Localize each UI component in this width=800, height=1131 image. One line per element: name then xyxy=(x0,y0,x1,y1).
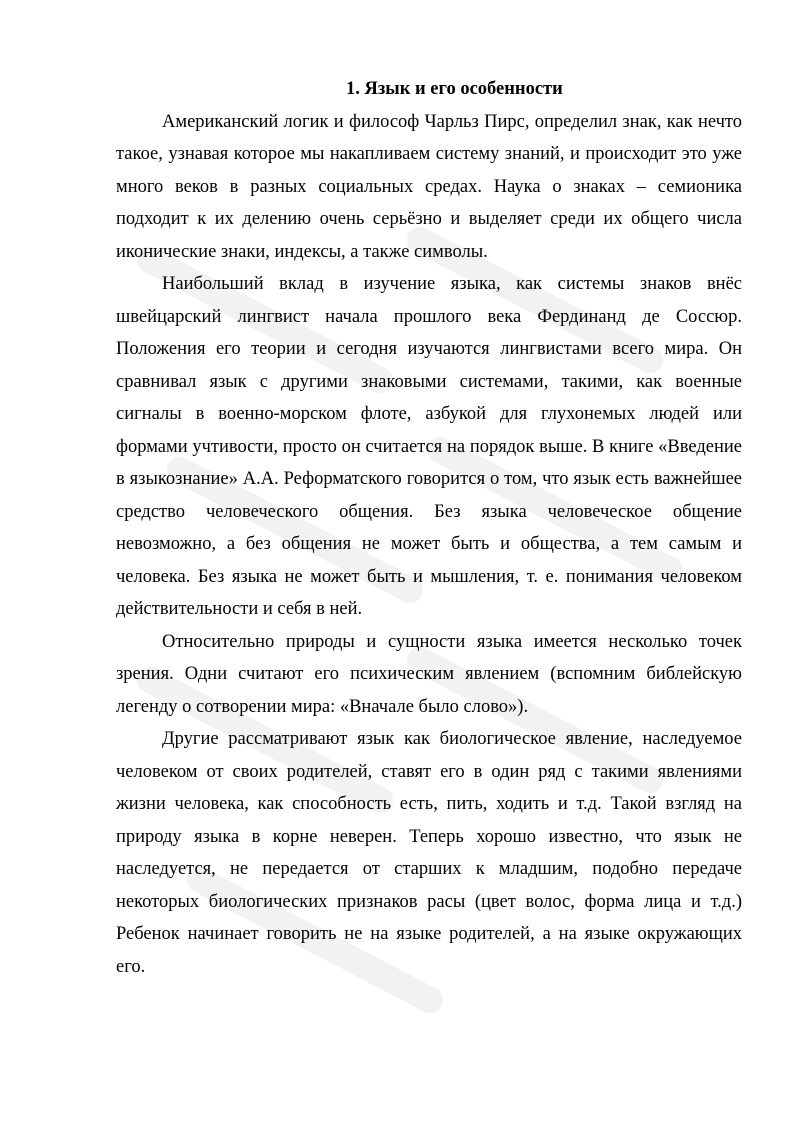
paragraph-nature-views: Относительно природы и сущности языка имеется несколько точек зрения. Одни считают его психическим явлением (вспомним библейскую легенду о сотворении мира: «Вначале было слово»). xyxy=(116,631,742,717)
document-body xyxy=(116,73,742,983)
paragraph-biological-view: Другие рассматривают язык как биологическое явление, наследуемое человеком от своих родителей, ставят его в один ряд с такими явлениями жизни человека, как способность есть, пить, ходить и т.д. Такой взгляд на природу языка в корне неверен. Теперь хорошо известно, что язык не наследуется, не передается от старших к младшим, подобно передаче некоторых биологических признаков расы (цвет волос, форма лица и т.д.) Ребенок начинает говорить не на языке родителей, а на языке окружающих его. xyxy=(116,729,742,977)
paragraph-saussure: Наибольший вклад в изучение языка, как системы знаков внёс швейцарский лингвист начала прошлого века Фердинанд де Соссюр. Положения его теории и сегодня изучаются лингвистами всего мира. Он сравнивал язык с другими знаковыми системами, такими, как военные сигналы в военно-морском флоте, азбукой для глухонемых людей или формами учтивости, просто он считается на порядок выше. В книге «Введение в языкознание» А.А. Реформатского говорится о том, что язык есть важнейшее средство человеческого общения. Без языка человеческое общение невозможно, а без общения не может быть и общества, а тем самым и человека. Без языка не может быть и мышления, т. е. понимания человеком действительности и себя в ней. xyxy=(116,274,742,619)
paragraph-peirce: Американский логик и философ Чарльз Пирс, определил знак, как нечто такое, узнавая которое мы накапливаем систему знаний, и происходит это уже много веков в разных социальных средах. Наука о знаках – семионика подходит к их делению очень серьёзно и выделяет среди их общего числа иконические знаки, индексы, а также символы. xyxy=(116,111,742,262)
section-heading: 1. Язык и его особенности xyxy=(346,79,563,99)
